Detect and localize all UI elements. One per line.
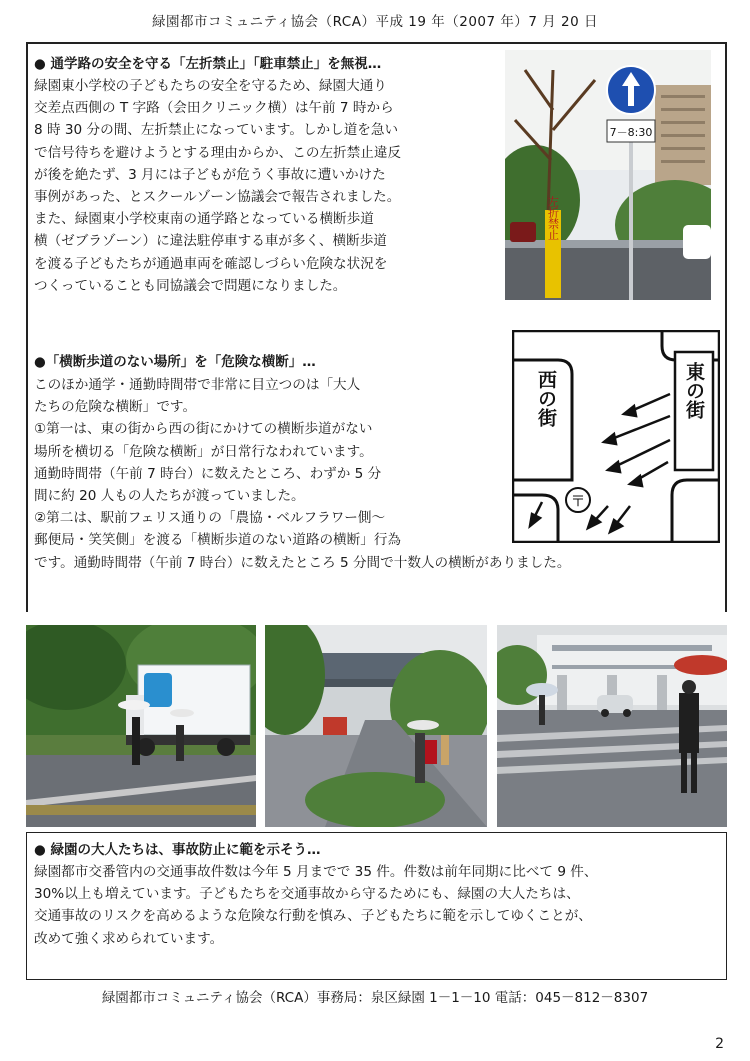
photo-crosswalk — [497, 625, 727, 827]
sign-banner-text: 左折禁止 — [546, 196, 560, 240]
section2-body — [34, 374, 570, 574]
section2-line: 郵便局・笑笑側」を渡る「横断歩道のない道路の横断」行為 — [34, 532, 402, 549]
section2-line: 間に約 20 人もの人たちが渡っていました。 — [34, 488, 305, 505]
section1-line: 横（ゼブラゾーン）に違法駐停車する車が多く、横断歩道 — [34, 233, 387, 250]
section3-line: 緑園都市交番管内の交通事故件数は今年 5 月までで 35 件。件数は前年同期に比べて 9 件、 — [34, 864, 598, 880]
section1-heading: ● 通学路の安全を守る「左折禁止」「駐車禁止」を無視… — [34, 56, 382, 72]
map-west-label: 西の街 — [535, 370, 557, 427]
section3-body — [34, 861, 598, 950]
section1-line: 事例があった、とスクールゾーン協議会で報告されました。 — [34, 189, 401, 206]
post-office-mark: 〒 — [570, 492, 586, 510]
photo-station-street — [265, 625, 487, 827]
map-east-label: 東の街 — [683, 362, 705, 419]
section1-line: が後を絶たず、3 月には子どもが危うく事故に遭いかけた — [34, 166, 386, 183]
section1-line: 交差点西側の T 字路（会田クリニック横）は午前 7 時から — [34, 100, 394, 117]
section3-line: 30%以上も増えています。子どもたちを交通事故から守るためにも、緑園の大人たちは、 — [34, 886, 580, 903]
section2-line: ①第一は、東の街から西の街にかけての横断歩道がない — [34, 421, 373, 438]
section3-heading: ● 緑園の大人たちは、事故防止に範を示そう… — [34, 842, 321, 858]
section1-line: 8 時 30 分の間、左折禁止になっています。しかし道を急い — [34, 122, 399, 139]
page-header: 緑園都市コミュニティ協会（RCA）平成 19 年（2007 年）7 月 20 日 — [151, 14, 599, 30]
section1-body — [34, 75, 401, 297]
frame-top — [26, 42, 726, 44]
section1-line: また、緑園東小学校東南の通学路となっている横断歩道 — [34, 211, 374, 228]
crossing-map — [512, 330, 720, 543]
section1-line: で信号待ちを避けようとする理由からか、この左折禁止違反 — [34, 144, 402, 161]
section3-line: 交通事故のリスクを高めるような危険な行動を慎み、子どもたちに範を示してゆくことが、 — [34, 908, 592, 925]
section2-line: 場所を横切る「危険な横断」が日常行なわれています。 — [34, 443, 373, 460]
section1-line: つくっていることも同協議会で問題になりました。 — [34, 277, 347, 294]
section2-heading: ●「横断歩道のない場所」を「危険な横断」… — [34, 354, 316, 370]
frame-left — [26, 42, 28, 612]
sign-plate-text: 7－8:30 — [609, 126, 653, 139]
section1-line: 緑園東小学校の子どもたちの安全を守るため、緑園大通り — [34, 78, 387, 94]
section2-line: です。通勤時間帯（午前 7 時台）に数えたところ 5 分間で十数人の横断がありました。 — [34, 554, 571, 571]
section2-line: ②第二は、駅前フェリス通りの「農協・ベルフラワー側～ — [34, 510, 386, 527]
section3-line: 改めて強く求められています。 — [34, 930, 224, 947]
section1-line: を渡る子どもたちが通過車両を確認しづらい危険な状況を — [34, 255, 388, 272]
frame-right — [725, 42, 727, 612]
footer-contact: 緑園都市コミュニティ協会（RCA）事務局：泉区緑園 1－1－10 電話：045－812－8307 — [101, 990, 649, 1006]
sign-photo — [505, 50, 711, 300]
photo-truck-crossing — [26, 625, 256, 827]
section2-line: 通勤時間帯（午前 7 時台）に数えたところ、わずか 5 分 — [34, 465, 382, 482]
page-number: 2 — [715, 1036, 724, 1052]
section2-line: たちの危険な横断」です。 — [34, 399, 197, 416]
section2-line: このほか通学・通勤時間帯で非常に目立つのは「大人 — [34, 377, 361, 393]
